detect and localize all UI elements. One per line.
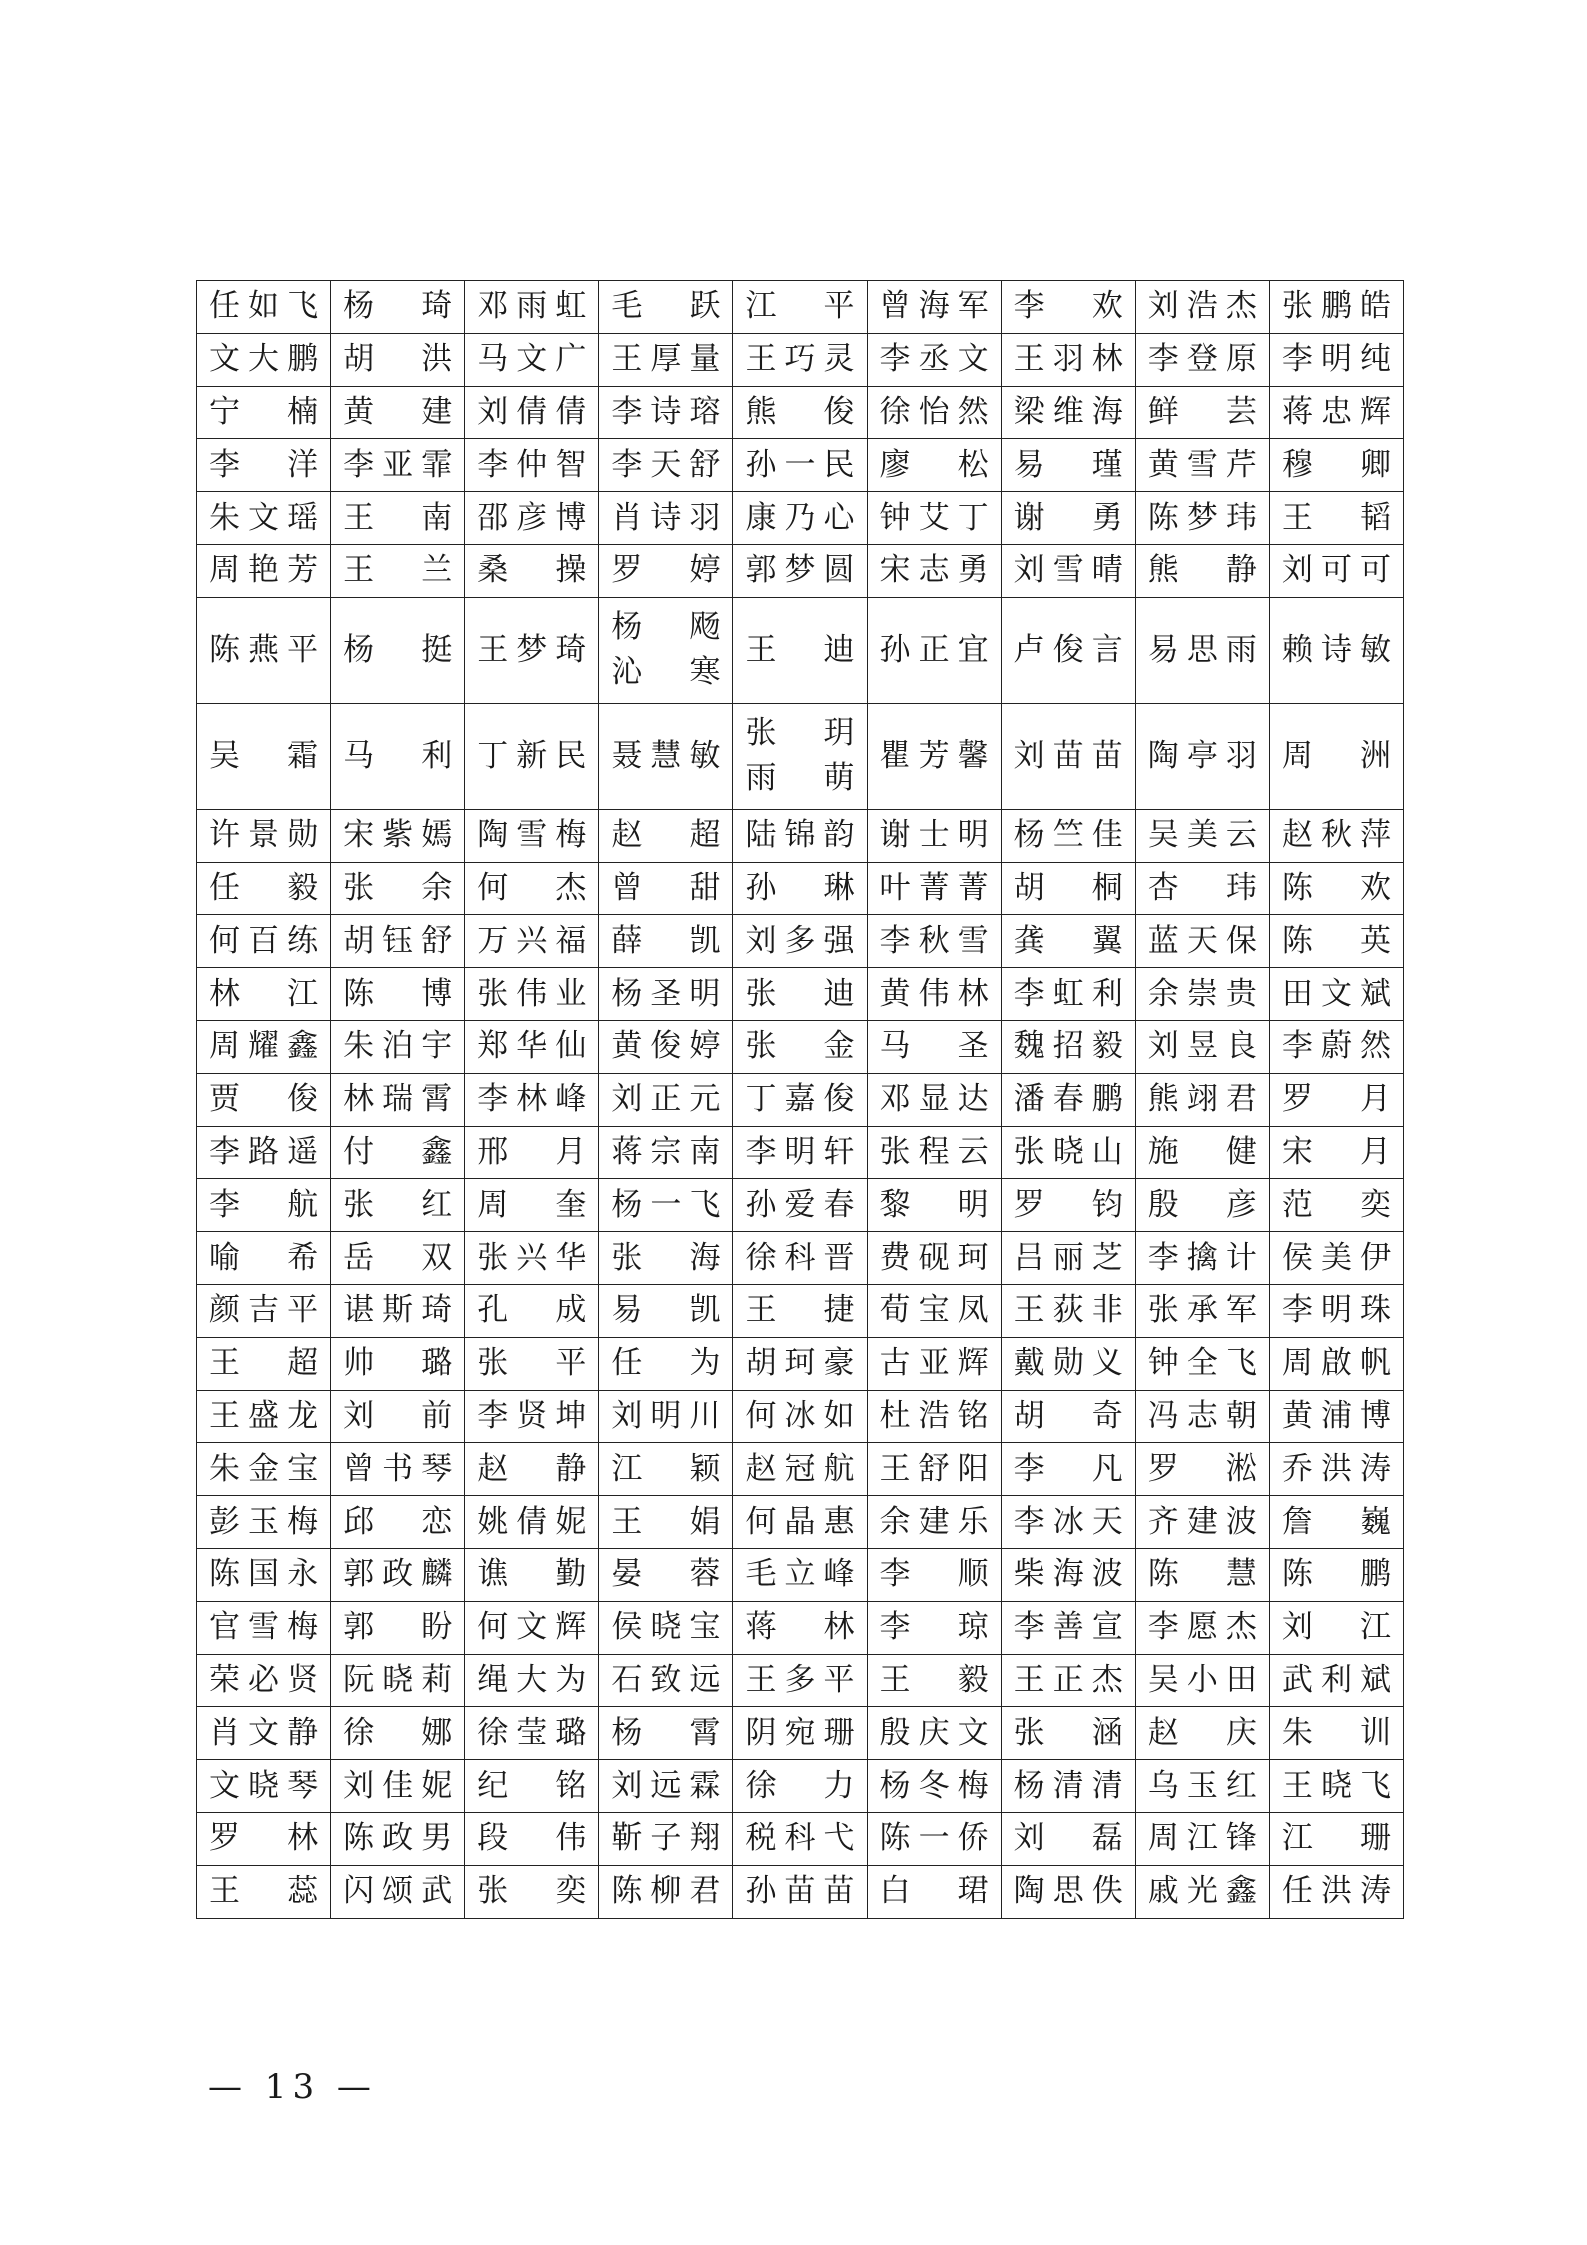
- name-cell: 邱 恋: [331, 1496, 465, 1549]
- name-cell: 肖 诗 羽: [599, 492, 733, 545]
- name-cell: 阮 晓 莉: [331, 1654, 465, 1707]
- name-cell: 税 科 弋: [733, 1812, 867, 1865]
- name-cell: 张 奕: [465, 1865, 599, 1918]
- name-cell: 刘 明 川: [599, 1390, 733, 1443]
- name-cell: 马 利: [331, 703, 465, 809]
- name-cell: 帅 璐: [331, 1337, 465, 1390]
- name-cell: 杨 清 清: [1001, 1760, 1135, 1813]
- name-cell: 乔 洪 涛: [1269, 1443, 1403, 1496]
- table-row: [197, 544, 1404, 597]
- table-row: [197, 281, 1404, 334]
- table-row: [197, 1020, 1404, 1073]
- name-cell: 胡 奇: [1001, 1390, 1135, 1443]
- name-cell: 蓝 天 保: [1135, 915, 1269, 968]
- name-cell: 任 毅: [197, 862, 331, 915]
- name-cell: 王 羽 林: [1001, 333, 1135, 386]
- name-cell: 彭 玉 梅: [197, 1496, 331, 1549]
- name-cell: 李 亚 霏: [331, 439, 465, 492]
- table-row: [197, 862, 1404, 915]
- table-row: [197, 1707, 1404, 1760]
- name-cell: 殷 庆 文: [867, 1707, 1001, 1760]
- name-cell: 张 伟 业: [465, 968, 599, 1021]
- name-cell: 陈 一 侨: [867, 1812, 1001, 1865]
- name-cell: 王 舒 阳: [867, 1443, 1001, 1496]
- name-cell: 王 梦 琦: [465, 597, 599, 703]
- name-cell: 王 荻 非: [1001, 1284, 1135, 1337]
- name-cell: 邓 雨 虹: [465, 281, 599, 334]
- table-row: [197, 386, 1404, 439]
- name-cell: 马 圣: [867, 1020, 1001, 1073]
- name-table: [196, 280, 1404, 1919]
- name-cell: 刘 雪 晴: [1001, 544, 1135, 597]
- table-row: [197, 968, 1404, 1021]
- name-cell: 丁 嘉 俊: [733, 1073, 867, 1126]
- name-cell: 任 洪 涛: [1269, 1865, 1403, 1918]
- name-cell: 周 艳 芳: [197, 544, 331, 597]
- name-cell: 康 乃 心: [733, 492, 867, 545]
- name-cell: 聂 慧 敏: [599, 703, 733, 809]
- name-cell: 戚 光 鑫: [1135, 1865, 1269, 1918]
- name-cell: 蒋 林: [733, 1601, 867, 1654]
- name-cell: 冯 志 朝: [1135, 1390, 1269, 1443]
- name-cell: 刘 江: [1269, 1601, 1403, 1654]
- name-cell: 丁 新 民: [465, 703, 599, 809]
- name-cell: 刘 佳 妮: [331, 1760, 465, 1813]
- name-cell: 胡 洪: [331, 333, 465, 386]
- name-cell: 官 雪 梅: [197, 1601, 331, 1654]
- table-row: [197, 1232, 1404, 1285]
- name-cell: 陶 思 佚: [1001, 1865, 1135, 1918]
- name-cell: 邵 彦 博: [465, 492, 599, 545]
- name-cell: 刘 前: [331, 1390, 465, 1443]
- name-cell: 吴 小 田: [1135, 1654, 1269, 1707]
- name-cell: 任 为: [599, 1337, 733, 1390]
- name-cell: 叶 菁 菁: [867, 862, 1001, 915]
- name-cell: 徐 娜: [331, 1707, 465, 1760]
- name-cell: 王 巧 灵: [733, 333, 867, 386]
- name-cell: 荣 必 贤: [197, 1654, 331, 1707]
- name-cell: 王 毅: [867, 1654, 1001, 1707]
- name-cell: 刘 磊: [1001, 1812, 1135, 1865]
- name-cell: 毛 跃: [599, 281, 733, 334]
- name-cell: 徐 力: [733, 1760, 867, 1813]
- name-cell: 朱 训: [1269, 1707, 1403, 1760]
- name-cell: 周 耀 鑫: [197, 1020, 331, 1073]
- name-cell: 孙 爱 春: [733, 1179, 867, 1232]
- name-cell: 林 瑞 霄: [331, 1073, 465, 1126]
- name-cell: 付 鑫: [331, 1126, 465, 1179]
- name-cell: 李 丞 文: [867, 333, 1001, 386]
- name-cell: 刘 可 可: [1269, 544, 1403, 597]
- name-cell: 张 余: [331, 862, 465, 915]
- name-cell: 白 珺: [867, 1865, 1001, 1918]
- name-cell: 李 擒 计: [1135, 1232, 1269, 1285]
- name-cell: 李 诗 瑢: [599, 386, 733, 439]
- name-cell: 郑 华 仙: [465, 1020, 599, 1073]
- name-cell: 黄 建: [331, 386, 465, 439]
- name-cell: 何 杰: [465, 862, 599, 915]
- name-cell: 王 多 平: [733, 1654, 867, 1707]
- name-cell: 易 思 雨: [1135, 597, 1269, 703]
- name-cell: 李 明 纯: [1269, 333, 1403, 386]
- table-row: [197, 703, 1404, 809]
- name-cell: 靳 子 翔: [599, 1812, 733, 1865]
- name-cell: 陈 博: [331, 968, 465, 1021]
- name-cell: 肖 文 静: [197, 1707, 331, 1760]
- name-cell: 李 虹 利: [1001, 968, 1135, 1021]
- name-cell: 陈 英: [1269, 915, 1403, 968]
- name-cell: 王 超: [197, 1337, 331, 1390]
- name-cell: 魏 招 毅: [1001, 1020, 1135, 1073]
- name-cell: 赵 庆: [1135, 1707, 1269, 1760]
- table-row: [197, 439, 1404, 492]
- name-cell: 曾 海 军: [867, 281, 1001, 334]
- name-cell: 刘 倩 倩: [465, 386, 599, 439]
- table-row: [197, 1390, 1404, 1443]
- name-cell: 何 文 辉: [465, 1601, 599, 1654]
- name-cell: 瞿 芳 馨: [867, 703, 1001, 809]
- name-cell: 李 明 珠: [1269, 1284, 1403, 1337]
- table-row: [197, 1073, 1404, 1126]
- name-cell: 杨 霄: [599, 1707, 733, 1760]
- name-cell: 陈 梦 玮: [1135, 492, 1269, 545]
- name-cell: 陶 亭 羽: [1135, 703, 1269, 809]
- name-cell: 陆 锦 韵: [733, 809, 867, 862]
- name-cell: 齐 建 波: [1135, 1496, 1269, 1549]
- name-cell: 李 明 轩: [733, 1126, 867, 1179]
- name-cell: 李 登 原: [1135, 333, 1269, 386]
- name-cell: 蒋 宗 南: [599, 1126, 733, 1179]
- name-cell: 孔 成: [465, 1284, 599, 1337]
- name-cell: 杨 琦: [331, 281, 465, 334]
- name-cell: 侯 美 伊: [1269, 1232, 1403, 1285]
- name-cell: 詹 巍: [1269, 1496, 1403, 1549]
- name-cell: 谌 斯 琦: [331, 1284, 465, 1337]
- name-cell: 喻 希: [197, 1232, 331, 1285]
- name-cell: 龚 翼: [1001, 915, 1135, 968]
- name-cell: 杨 挺: [331, 597, 465, 703]
- name-cell: 易 瑾: [1001, 439, 1135, 492]
- name-cell: 王 晓 飞: [1269, 1760, 1403, 1813]
- name-cell: 吴 美 云: [1135, 809, 1269, 862]
- name-cell: 江 颖: [599, 1443, 733, 1496]
- name-cell: 马 文 广: [465, 333, 599, 386]
- name-cell: 胡 珂 豪: [733, 1337, 867, 1390]
- name-cell: 陶 雪 梅: [465, 809, 599, 862]
- name-cell: 钟 艾 丁: [867, 492, 1001, 545]
- name-cell: 李 善 宣: [1001, 1601, 1135, 1654]
- name-cell: 周 江 锋: [1135, 1812, 1269, 1865]
- table-row: [197, 1812, 1404, 1865]
- name-cell: 易 凯: [599, 1284, 733, 1337]
- name-cell: 殷 彦: [1135, 1179, 1269, 1232]
- name-cell: 孙 正 宜: [867, 597, 1001, 703]
- name-cell: 江 平: [733, 281, 867, 334]
- name-cell: 廖 松: [867, 439, 1001, 492]
- name-cell: 刘 浩 杰: [1135, 281, 1269, 334]
- name-cell: 王 捷: [733, 1284, 867, 1337]
- name-cell: 阴 宛 珊: [733, 1707, 867, 1760]
- name-cell: 绳 大 为: [465, 1654, 599, 1707]
- name-cell: 李 顺: [867, 1548, 1001, 1601]
- name-cell: 闪 颂 武: [331, 1865, 465, 1918]
- name-cell: 张 程 云: [867, 1126, 1001, 1179]
- name-cell: 古 亚 辉: [867, 1337, 1001, 1390]
- name-cell: 任 如 飞: [197, 281, 331, 334]
- name-cell: 朱 金 宝: [197, 1443, 331, 1496]
- table-row: [197, 597, 1404, 703]
- name-cell: 朱 泊 宇: [331, 1020, 465, 1073]
- name-cell: 赵 秋 萍: [1269, 809, 1403, 862]
- name-cell: 张 红: [331, 1179, 465, 1232]
- name-cell: 刘 正 元: [599, 1073, 733, 1126]
- name-cell: 李 琼: [867, 1601, 1001, 1654]
- table-row: [197, 1337, 1404, 1390]
- name-cell: 赵 超: [599, 809, 733, 862]
- name-cell: 卢 俊 言: [1001, 597, 1135, 703]
- name-cell: 余 建 乐: [867, 1496, 1001, 1549]
- name-cell: 鲜 芸: [1135, 386, 1269, 439]
- name-cell: 曾 书 琴: [331, 1443, 465, 1496]
- name-cell: 张 兴 华: [465, 1232, 599, 1285]
- name-cell: 王 厚 量: [599, 333, 733, 386]
- name-cell: 何 冰 如: [733, 1390, 867, 1443]
- name-cell: 刘 昱 良: [1135, 1020, 1269, 1073]
- name-cell: 石 致 远: [599, 1654, 733, 1707]
- table-row: [197, 1179, 1404, 1232]
- name-cell: 万 兴 福: [465, 915, 599, 968]
- name-cell: 黄 伟 林: [867, 968, 1001, 1021]
- name-cell: 刘 苗 苗: [1001, 703, 1135, 809]
- name-cell: 宋 志 勇: [867, 544, 1001, 597]
- table-row: [197, 1443, 1404, 1496]
- name-cell: 胡 钰 舒: [331, 915, 465, 968]
- name-cell: 李 冰 天: [1001, 1496, 1135, 1549]
- name-cell: 杨 飏 沁 寒: [599, 597, 733, 703]
- name-cell: 谢 士 明: [867, 809, 1001, 862]
- table-row: [197, 1601, 1404, 1654]
- name-cell: 张 玥 雨 萌: [733, 703, 867, 809]
- name-cell: 李 仲 智: [465, 439, 599, 492]
- name-cell: 文 大 鹏: [197, 333, 331, 386]
- name-cell: 罗 林: [197, 1812, 331, 1865]
- name-cell: 郭 梦 圆: [733, 544, 867, 597]
- name-cell: 王 迪: [733, 597, 867, 703]
- name-cell: 徐 怡 然: [867, 386, 1001, 439]
- name-cell: 江 珊: [1269, 1812, 1403, 1865]
- name-cell: 张 承 军: [1135, 1284, 1269, 1337]
- name-cell: 林 江: [197, 968, 331, 1021]
- name-cell: 施 健: [1135, 1126, 1269, 1179]
- name-cell: 杏 玮: [1135, 862, 1269, 915]
- name-cell: 陈 慧: [1135, 1548, 1269, 1601]
- table-row: [197, 1865, 1404, 1918]
- name-cell: 黄 雪 芹: [1135, 439, 1269, 492]
- name-cell: 王 娟: [599, 1496, 733, 1549]
- table-row: [197, 1760, 1404, 1813]
- name-cell: 李 愿 杰: [1135, 1601, 1269, 1654]
- table-row: [197, 1126, 1404, 1179]
- table-row: [197, 1284, 1404, 1337]
- name-cell: 徐 莹 璐: [465, 1707, 599, 1760]
- name-cell: 李 天 舒: [599, 439, 733, 492]
- name-cell: 陈 燕 平: [197, 597, 331, 703]
- name-cell: 曾 甜: [599, 862, 733, 915]
- name-cell: 刘 远 霖: [599, 1760, 733, 1813]
- name-cell: 孙 琳: [733, 862, 867, 915]
- name-cell: 王 盛 龙: [197, 1390, 331, 1443]
- name-cell: 赖 诗 敏: [1269, 597, 1403, 703]
- name-cell: 陈 欢: [1269, 862, 1403, 915]
- name-cell: 郭 盼: [331, 1601, 465, 1654]
- table-row: [197, 333, 1404, 386]
- name-cell: 周 奎: [465, 1179, 599, 1232]
- name-cell: 陈 柳 君: [599, 1865, 733, 1918]
- name-cell: 罗 月: [1269, 1073, 1403, 1126]
- name-cell: 文 晓 琴: [197, 1760, 331, 1813]
- name-cell: 李 凡: [1001, 1443, 1135, 1496]
- name-cell: 颜 吉 平: [197, 1284, 331, 1337]
- name-cell: 王 南: [331, 492, 465, 545]
- name-cell: 宁 楠: [197, 386, 331, 439]
- page-number: — 13 —: [208, 2067, 377, 2107]
- name-cell: 桑 操: [465, 544, 599, 597]
- table-row: [197, 1654, 1404, 1707]
- name-cell: 王 兰: [331, 544, 465, 597]
- name-cell: 赵 冠 航: [733, 1443, 867, 1496]
- name-cell: 张 迪: [733, 968, 867, 1021]
- name-cell: 罗 钧: [1001, 1179, 1135, 1232]
- name-cell: 杨 冬 梅: [867, 1760, 1001, 1813]
- table-row: [197, 1496, 1404, 1549]
- table-row: [197, 809, 1404, 862]
- name-cell: 戴 勋 义: [1001, 1337, 1135, 1390]
- name-cell: 贾 俊: [197, 1073, 331, 1126]
- name-cell: 余 崇 贵: [1135, 968, 1269, 1021]
- name-cell: 黎 明: [867, 1179, 1001, 1232]
- name-cell: 李 蔚 然: [1269, 1020, 1403, 1073]
- name-cell: 刘 多 强: [733, 915, 867, 968]
- name-cell: 熊 俊: [733, 386, 867, 439]
- name-cell: 费 砚 珂: [867, 1232, 1001, 1285]
- name-cell: 潘 春 鹏: [1001, 1073, 1135, 1126]
- name-cell: 许 景 勋: [197, 809, 331, 862]
- name-cell: 李 洋: [197, 439, 331, 492]
- name-cell: 李 欢: [1001, 281, 1135, 334]
- name-cell: 梁 维 海: [1001, 386, 1135, 439]
- name-cell: 何 晶 惠: [733, 1496, 867, 1549]
- name-cell: 李 航: [197, 1179, 331, 1232]
- name-cell: 张 金: [733, 1020, 867, 1073]
- name-cell: 张 海: [599, 1232, 733, 1285]
- name-cell: 赵 静: [465, 1443, 599, 1496]
- name-cell: 晏 蓉: [599, 1548, 733, 1601]
- name-cell: 陈 鹏: [1269, 1548, 1403, 1601]
- name-cell: 徐 科 晋: [733, 1232, 867, 1285]
- name-cell: 吕 丽 芝: [1001, 1232, 1135, 1285]
- name-cell: 熊 静: [1135, 544, 1269, 597]
- name-cell: 王 正 杰: [1001, 1654, 1135, 1707]
- name-cell: 吴 霜: [197, 703, 331, 809]
- name-cell: 段 伟: [465, 1812, 599, 1865]
- name-cell: 罗 婷: [599, 544, 733, 597]
- name-cell: 谯 勤: [465, 1548, 599, 1601]
- name-cell: 李 路 遥: [197, 1126, 331, 1179]
- name-cell: 李 秋 雪: [867, 915, 1001, 968]
- name-cell: 李 贤 坤: [465, 1390, 599, 1443]
- name-cell: 王 韬: [1269, 492, 1403, 545]
- name-cell: 钟 全 飞: [1135, 1337, 1269, 1390]
- name-cell: 杨 竺 佳: [1001, 809, 1135, 862]
- name-cell: 周 啟 帆: [1269, 1337, 1403, 1390]
- name-cell: 纪 铭: [465, 1760, 599, 1813]
- table-row: [197, 492, 1404, 545]
- name-cell: 邢 月: [465, 1126, 599, 1179]
- name-cell: 范 奕: [1269, 1179, 1403, 1232]
- table-row: [197, 915, 1404, 968]
- name-cell: 侯 晓 宝: [599, 1601, 733, 1654]
- name-cell: 孙 一 民: [733, 439, 867, 492]
- name-cell: 杨 圣 明: [599, 968, 733, 1021]
- name-cell: 宋 月: [1269, 1126, 1403, 1179]
- name-cell: 穆 卿: [1269, 439, 1403, 492]
- name-cell: 谢 勇: [1001, 492, 1135, 545]
- name-cell: 孙 苗 苗: [733, 1865, 867, 1918]
- name-cell: 胡 桐: [1001, 862, 1135, 915]
- name-cell: 蒋 忠 辉: [1269, 386, 1403, 439]
- name-cell: 武 利 斌: [1269, 1654, 1403, 1707]
- name-cell: 姚 倩 妮: [465, 1496, 599, 1549]
- name-cell: 熊 翊 君: [1135, 1073, 1269, 1126]
- name-cell: 陈 国 永: [197, 1548, 331, 1601]
- name-cell: 杜 浩 铭: [867, 1390, 1001, 1443]
- name-cell: 张 晓 山: [1001, 1126, 1135, 1179]
- name-cell: 毛 立 峰: [733, 1548, 867, 1601]
- name-table-body: [197, 281, 1404, 1919]
- name-cell: 张 平: [465, 1337, 599, 1390]
- name-cell: 黄 俊 婷: [599, 1020, 733, 1073]
- name-cell: 杨 一 飞: [599, 1179, 733, 1232]
- name-cell: 张 涵: [1001, 1707, 1135, 1760]
- name-cell: 薛 凯: [599, 915, 733, 968]
- name-cell: 罗 淞: [1135, 1443, 1269, 1496]
- name-cell: 荀 宝 凤: [867, 1284, 1001, 1337]
- name-cell: 田 文 斌: [1269, 968, 1403, 1021]
- name-cell: 宋 紫 嫣: [331, 809, 465, 862]
- table-row: [197, 1548, 1404, 1601]
- name-cell: 周 洲: [1269, 703, 1403, 809]
- name-cell: 岳 双: [331, 1232, 465, 1285]
- name-cell: 黄 浦 博: [1269, 1390, 1403, 1443]
- name-cell: 柴 海 波: [1001, 1548, 1135, 1601]
- name-cell: 陈 政 男: [331, 1812, 465, 1865]
- name-cell: 郭 政 麟: [331, 1548, 465, 1601]
- name-cell: 何 百 练: [197, 915, 331, 968]
- name-cell: 张 鹏 皓: [1269, 281, 1403, 334]
- name-cell: 乌 玉 红: [1135, 1760, 1269, 1813]
- name-cell: 李 林 峰: [465, 1073, 599, 1126]
- name-cell: 邓 显 达: [867, 1073, 1001, 1126]
- name-cell: 朱 文 瑶: [197, 492, 331, 545]
- name-cell: 王 蕊: [197, 1865, 331, 1918]
